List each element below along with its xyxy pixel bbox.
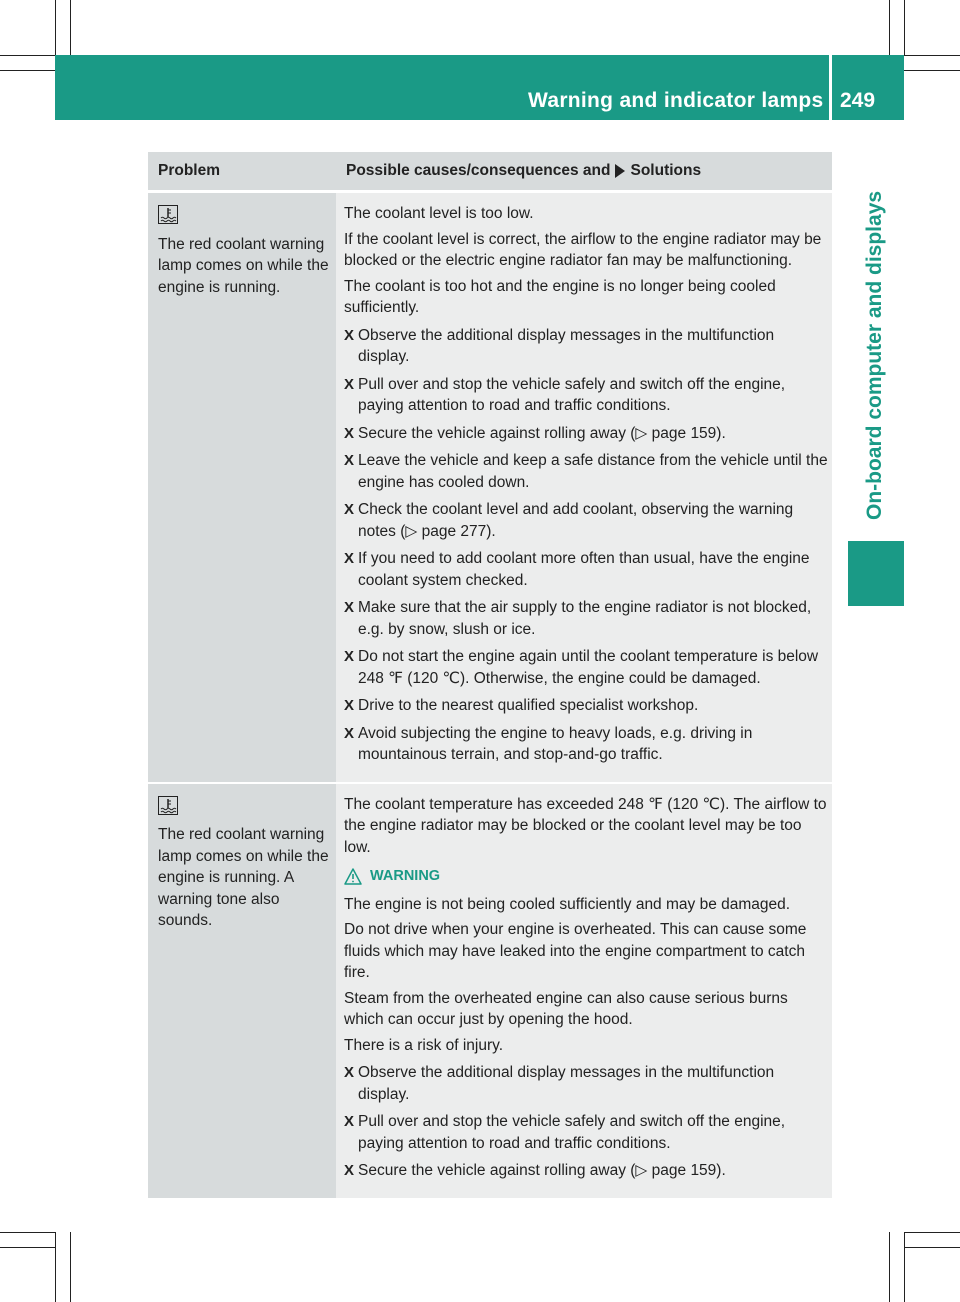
solution-step (344, 423, 828, 445)
step-text: Observe the additional display messages in the multifunction display. (358, 326, 775, 365)
solution-cell (336, 193, 832, 782)
step-marker-icon: X (344, 452, 355, 469)
step-text: Secure the vehicle against rolling away (▷ page 159). (358, 1162, 726, 1179)
cause-text: The coolant level is too low. (344, 205, 534, 222)
solution-step (344, 499, 828, 542)
crop-mark (0, 1247, 55, 1248)
solution-step (344, 723, 828, 766)
header-divider (829, 55, 832, 120)
crop-mark (0, 70, 55, 71)
solution-step (344, 1111, 828, 1154)
step-marker-icon: X (344, 599, 355, 616)
warning-text: Steam from the overheated engine can also cause serious burns which can occur just by opening the hood. (344, 989, 788, 1028)
solution-step (344, 1062, 828, 1105)
cause-text: The coolant is too hot and the engine is no longer being cooled sufficiently. (344, 277, 776, 316)
crop-mark (904, 1247, 960, 1248)
step-text: Secure the vehicle against rolling away (▷ page 159). (358, 424, 726, 442)
coolant-temperature-icon (158, 205, 178, 224)
problem-solution-table (148, 152, 832, 1198)
step-text: Pull over and stop the vehicle safely and switch off the engine, paying attention to road and traffic conditions. (358, 375, 786, 414)
table-row (148, 782, 832, 1198)
solution-step (344, 1160, 828, 1182)
warning-text: There is a risk of injury. (344, 1036, 504, 1054)
step-text: Observe the additional display messages in the multifunction display. (358, 1064, 775, 1103)
step-text: Make sure that the air supply to the engine radiator is not blocked, e.g. by snow, slush or ice. (358, 599, 812, 638)
step-text: Pull over and stop the vehicle safely and switch off the engine, paying attention to road and traffic conditions. (358, 1113, 786, 1152)
warning-text: Do not drive when your engine is overheated. This can cause some fluids which may have leaked into the engine compartment to catch fire. (344, 921, 807, 981)
step-text: Drive to the nearest qualified specialist workshop. (358, 697, 699, 714)
problem-cell (148, 193, 336, 782)
crop-mark (55, 0, 56, 55)
column-header-solutions (338, 152, 701, 190)
step-marker-icon: X (344, 550, 355, 567)
step-text: Do not start the engine again until the coolant temperature is below 248 ℉ (120 ℃). Otherwise, the engine could be damaged. (358, 648, 819, 687)
step-marker-icon: X (344, 1162, 355, 1179)
warning-label: WARNING (370, 868, 441, 884)
crop-mark (904, 70, 960, 71)
crop-mark (889, 1232, 890, 1302)
warning-text: The engine is not being cooled sufficiently and may be damaged. (344, 895, 791, 913)
step-marker-icon: X (344, 1064, 355, 1081)
cause-text: If the coolant level is correct, the airflow to the engine radiator may be blocked or the electric engine radiator fan may be malfunctioning. (344, 230, 822, 269)
page-number: 249 (840, 89, 876, 112)
step-marker-icon: X (344, 375, 355, 393)
cause-text: The coolant temperature has exceeded 248 ℉ (120 ℃). The airflow to the engine radiator may be blocked or the coolant level may be too low. (344, 795, 827, 856)
warning-triangle-icon (344, 868, 362, 885)
crop-mark (70, 0, 71, 55)
solution-step (344, 695, 828, 717)
step-marker-icon: X (344, 724, 355, 742)
step-marker-icon: X (344, 648, 355, 665)
crop-mark (904, 55, 960, 56)
problem-text: The red coolant warning lamp comes on while the engine is running. (158, 235, 329, 296)
step-marker-icon: X (344, 697, 355, 714)
step-marker-icon: X (344, 501, 355, 518)
step-text: Check the coolant level and add coolant, observing the warning notes (▷ page 277). (358, 501, 794, 540)
solution-step (344, 646, 828, 689)
crop-mark (904, 1232, 960, 1233)
step-marker-icon: X (344, 424, 355, 442)
problem-text: The red coolant warning lamp comes on while the engine is running. A warning tone also sounds. (158, 826, 329, 929)
side-tab-marker (848, 541, 904, 606)
table-row (148, 191, 832, 782)
column-header-causes-text: Possible causes/consequences and (346, 162, 611, 179)
crop-mark (55, 1232, 56, 1302)
step-text: If you need to add coolant more often than usual, have the engine coolant system checked. (358, 550, 810, 589)
coolant-temperature-icon (158, 796, 178, 815)
table-header (148, 152, 832, 191)
page-title: Warning and indicator lamps (528, 89, 824, 112)
solution-arrow-icon (615, 164, 625, 178)
solution-step (344, 325, 828, 368)
solution-step (344, 450, 828, 493)
step-text: Leave the vehicle and keep a safe distance from the vehicle until the engine has cooled down. (358, 452, 828, 491)
solution-cell (336, 784, 832, 1198)
warning-heading (344, 866, 828, 888)
column-header-solutions-text: Solutions (630, 162, 702, 179)
crop-mark (70, 1232, 71, 1302)
step-marker-icon: X (344, 1113, 355, 1130)
problem-cell (148, 784, 336, 1198)
crop-mark (889, 0, 890, 55)
solution-step (344, 548, 828, 591)
column-header-problem: Problem (158, 162, 221, 179)
crop-mark (0, 55, 55, 56)
solution-step (344, 374, 828, 417)
solution-step (344, 597, 828, 640)
crop-mark (904, 0, 905, 55)
side-tab-label: On-board computer and displays (863, 190, 886, 520)
crop-mark (904, 1232, 905, 1302)
step-text: Avoid subjecting the engine to heavy loads, e.g. driving in mountainous terrain, and stop-and-go traffic. (358, 724, 753, 763)
step-marker-icon: X (344, 326, 355, 344)
crop-mark (0, 1232, 55, 1233)
